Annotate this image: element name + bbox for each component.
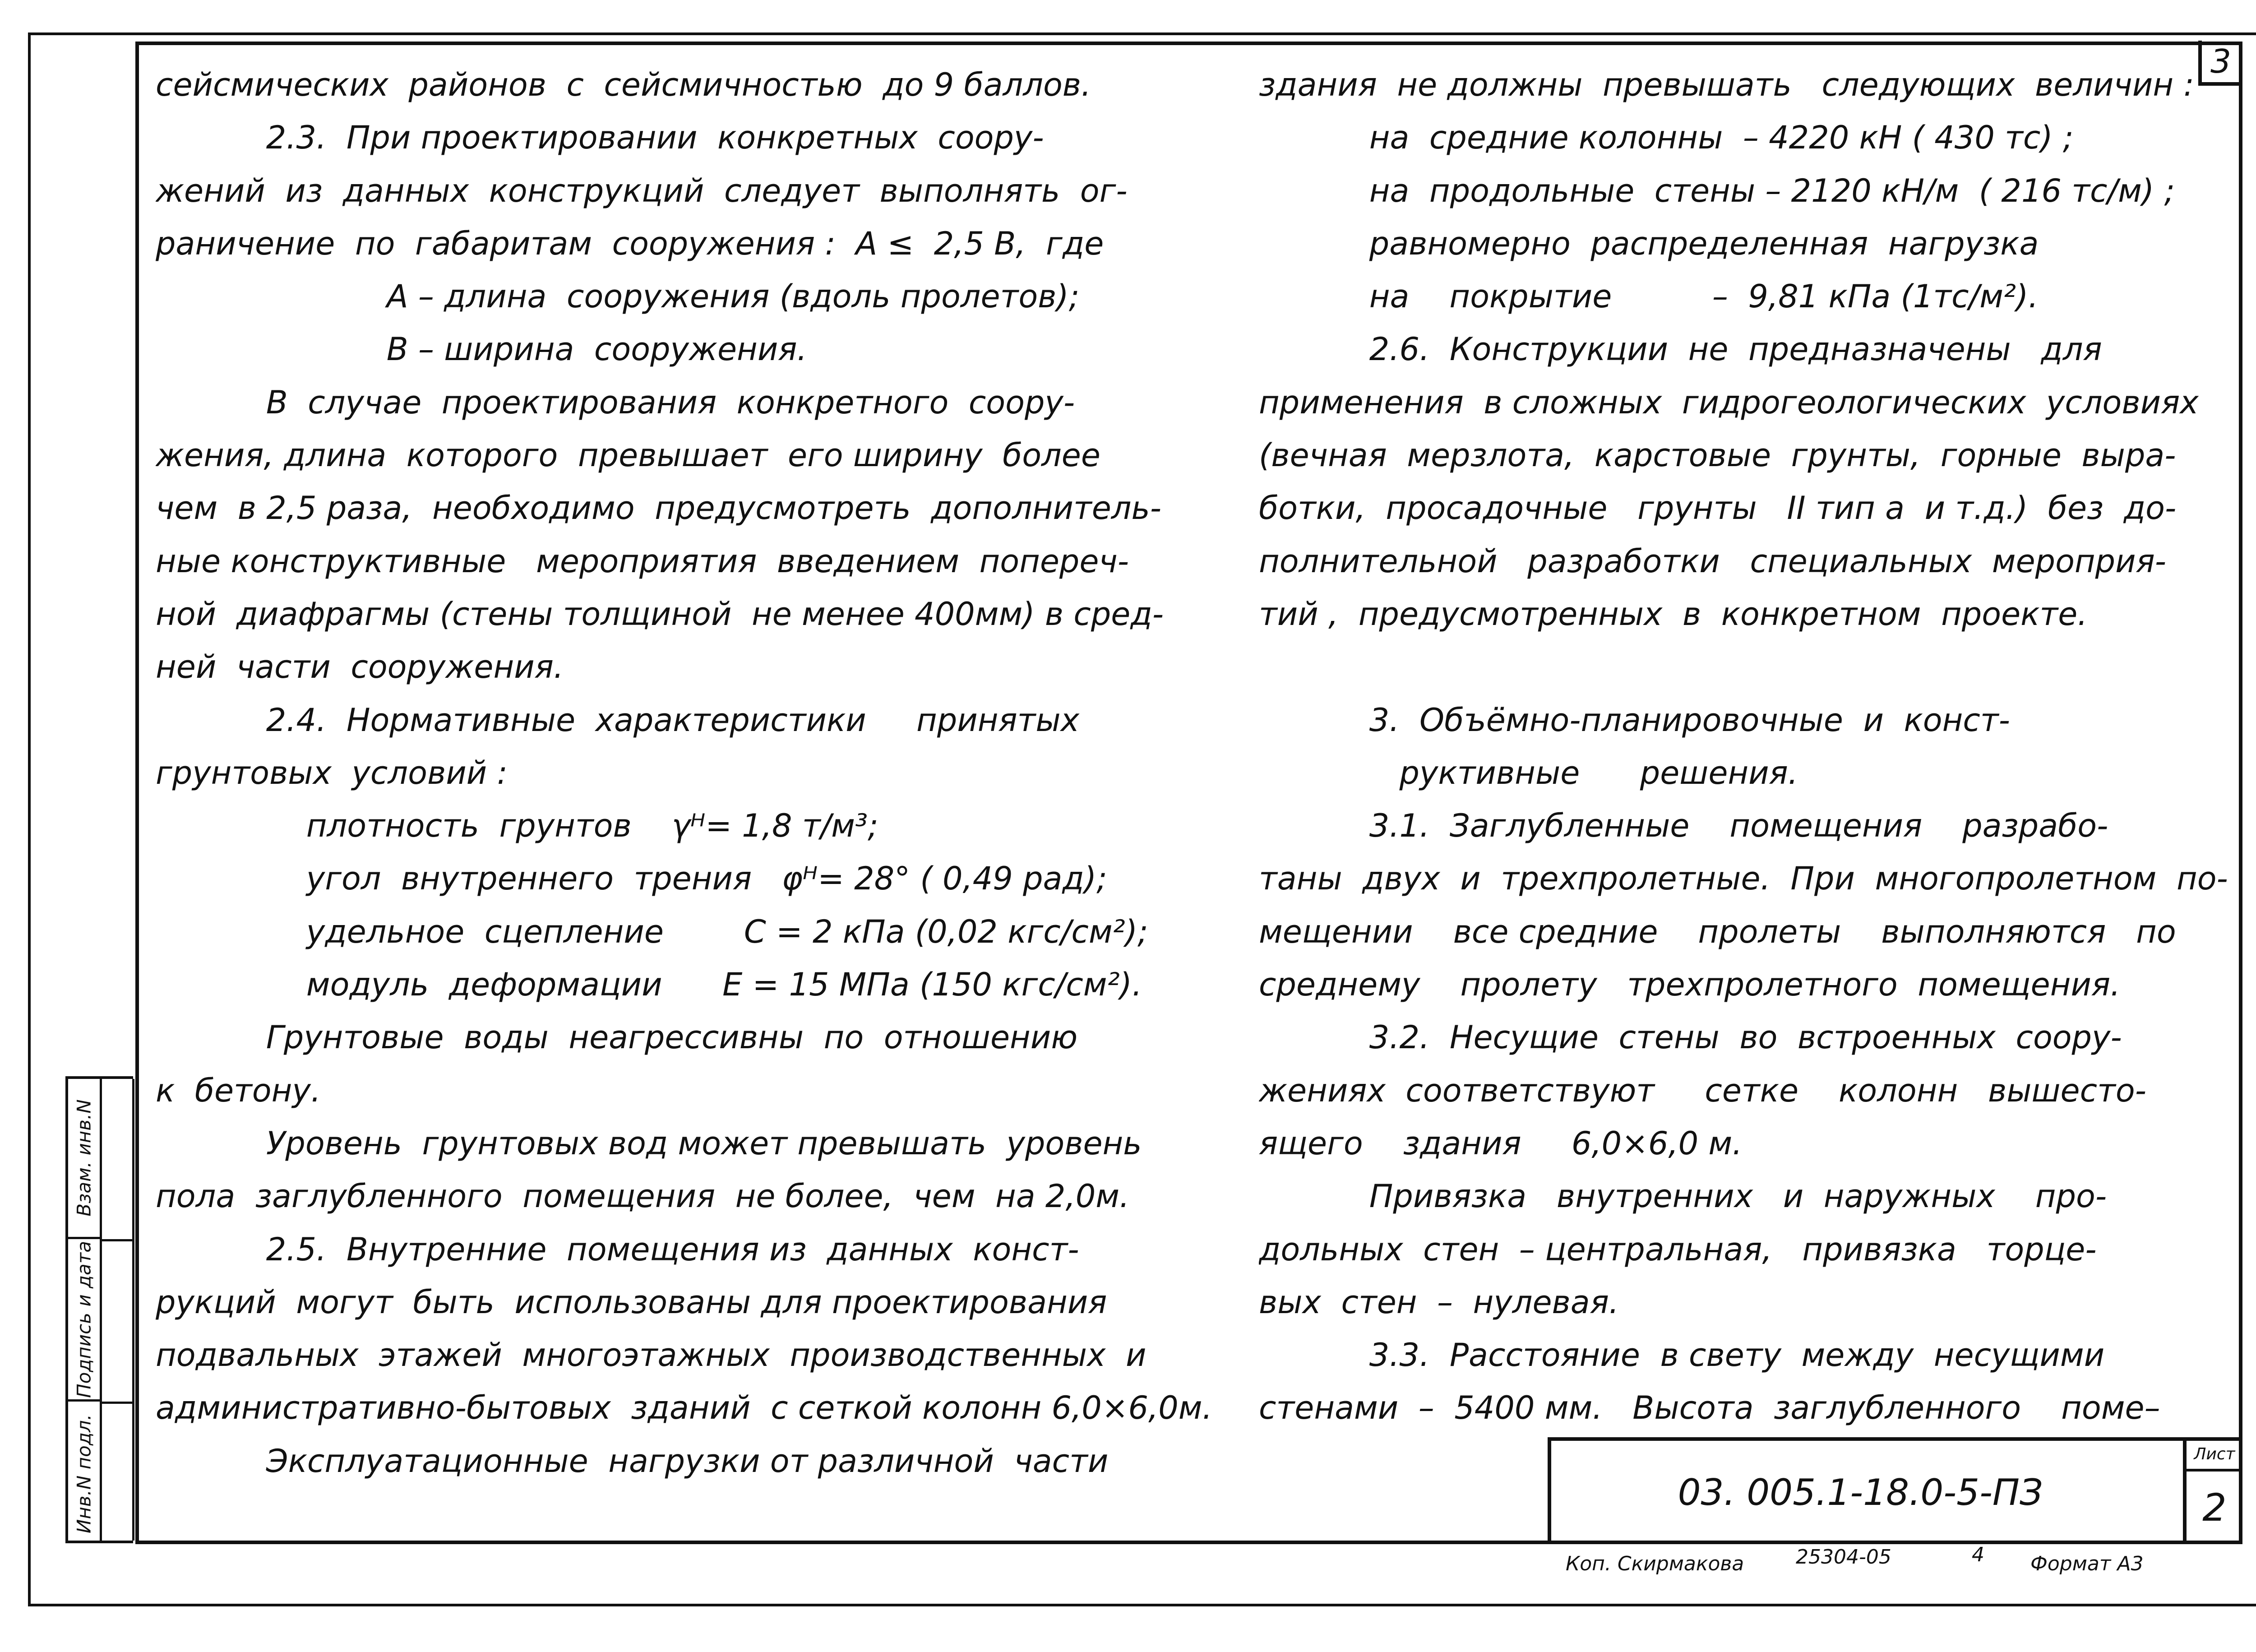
text-line: плотность грунтов γᴴ= 1,8 т/м³; (156, 807, 878, 845)
stamp-label-signature: Подпись и дата (73, 1240, 95, 1398)
text-line: равномерно распределенная нагрузка (1259, 225, 2039, 262)
side-stamp-values (101, 1079, 134, 1541)
text-line: Грунтовые воды неагрессивны по отношению (156, 1019, 1078, 1056)
stamp-cell-replacement (68, 1079, 100, 1239)
left-text-column (156, 59, 1220, 1488)
text-line: раничение по габаритам сооружения : А ≤ 2,5 В, где (156, 225, 1104, 262)
sheet-box (2183, 1441, 2242, 1544)
footer-copy-number: 4 (1972, 1543, 1984, 1566)
text-line: модуль деформации Е = 15 МПа (150 кгс/см²). (156, 966, 1142, 1004)
text-line: 2.5. Внутренние помещения из данных конст- (156, 1231, 1079, 1268)
text-line: 3. Объёмно-планировочные и конст- (1259, 701, 2010, 739)
text-line: тий , предусмотренных в конкретном проекте. (1259, 595, 2088, 633)
text-line: ные конструктивные мероприятия введением попереч- (156, 542, 1129, 580)
text-line: (вечная мерзлота, карстовые грунты, горные выра- (1259, 437, 2176, 474)
stamp-label-replacement: Взам. инв.N (73, 1099, 95, 1217)
text-line: рукций могут быть использованы для проектирования (156, 1283, 1107, 1321)
text-line: чем в 2,5 раза, необходимо предусмотреть дополнитель- (156, 490, 1162, 527)
text-line: грунтовых условий : (156, 754, 508, 791)
text-line: 2.6. Конструкции не предназначены для (1259, 331, 2102, 368)
text-line: руктивные решения. (1259, 754, 1798, 791)
footer-copier: Коп. Скирмакова (1566, 1552, 1744, 1575)
right-text-column (1259, 59, 2229, 1435)
text-line: 3.3. Расстояние в свету между несущими (1259, 1337, 2105, 1374)
title-block (1548, 1437, 2242, 1544)
footer-order: 25304-05 (1796, 1546, 1891, 1569)
sheet-number: 2 (2202, 1485, 2227, 1530)
side-stamp (65, 1076, 133, 1543)
sheet-label: Лист (2187, 1441, 2242, 1472)
text-line: 3.2. Несущие стены во встроенных соору- (1259, 1019, 2122, 1056)
text-line: Эксплуатационные нагрузки от различной части (156, 1442, 1109, 1480)
text-line: Привязка внутренних и наружных про- (1259, 1178, 2107, 1215)
text-line: угол внутреннего трения φᴴ= 28° ( 0,49 рад); (156, 860, 1107, 898)
text-line: Уровень грунтовых вод может превышать уровень (156, 1124, 1142, 1162)
stamp-label-inventory: Инв.N подл. (73, 1414, 95, 1534)
corner-page-number: 3 (2198, 41, 2240, 86)
document-code: 03. 005.1-18.0-5-ПЗ (1678, 1472, 2043, 1513)
text-line: на продольные стены – 2120 кН/м ( 216 тс/м) ; (1259, 172, 2175, 209)
side-stamp-labels (68, 1079, 102, 1541)
text-line: 2.4. Нормативные характеристики принятых (156, 701, 1080, 739)
stamp-cell-inventory (68, 1402, 100, 1546)
text-line: вых стен – нулевая. (1259, 1283, 1619, 1321)
text-line: мещении все средние пролеты выполняются по (1259, 913, 2176, 950)
text-line: ботки, просадочные грунты II тип а и т.д.) без до- (1259, 490, 2177, 527)
text-line: среднему пролету трехпролетного помещения. (1259, 966, 2121, 1004)
footer-format: Формат А3 (2030, 1552, 2144, 1575)
text-line: 3.1. Заглубленные помещения разрабо- (1259, 807, 2108, 845)
stamp-divider-1 (101, 1239, 132, 1241)
text-line: сейсмических районов с сейсмичностью до 9 баллов. (156, 66, 1091, 103)
text-line: таны двух и трехпролетные. При многопролетном по- (1259, 860, 2228, 898)
text-line: административно-бытовых зданий с сеткой колонн 6,0×6,0м. (156, 1389, 1212, 1427)
text-line: жениях соответствуют сетке колонн вышесто- (1259, 1072, 2146, 1109)
text-line: полнительной разработки специальных мероприя- (1259, 542, 2166, 580)
text-line (1259, 641, 2229, 694)
text-line: ной диафрагмы (стены толщиной не менее 400мм) в сред- (156, 595, 1164, 633)
text-line: В случае проектирования конкретного соору- (156, 384, 1075, 421)
stamp-cell-signature (68, 1239, 100, 1402)
stamp-divider-2 (101, 1402, 132, 1404)
text-line: на средние колонны – 4220 кН ( 430 тс) ; (1259, 119, 2074, 157)
text-line: подвальных этажей многоэтажных производственных и (156, 1337, 1146, 1374)
text-line: 2.3. При проектировании конкретных соору- (156, 119, 1044, 157)
text-line: ней части сооружения. (156, 648, 564, 686)
text-line: стенами – 5400 мм. Высота заглубленного поме– (1259, 1389, 2160, 1427)
text-line: дольных стен – центральная, привязка торце- (1259, 1231, 2097, 1268)
text-line: В – ширина сооружения. (156, 331, 807, 368)
text-line: на покрытие – 9,81 кПа (1тс/м²). (1259, 278, 2039, 315)
text-line: пола заглубленного помещения не более, чем на 2,0м. (156, 1178, 1130, 1215)
text-line: жения, длина которого превышает его ширину более (156, 437, 1100, 474)
text-line: здания не должны превышать следующих величин : (1259, 66, 2194, 103)
text-line: к бетону. (156, 1072, 321, 1109)
text-line: ящего здания 6,0×6,0 м. (1259, 1124, 1743, 1162)
text-line: жений из данных конструкций следует выполнять ог- (156, 172, 1128, 209)
text-line: А – длина сооружения (вдоль пролетов); (156, 278, 1080, 315)
text-line: удельное сцепление С = 2 кПа (0,02 кгс/см²); (156, 913, 1148, 950)
text-line: применения в сложных гидрогеологических условиях (1259, 384, 2199, 421)
